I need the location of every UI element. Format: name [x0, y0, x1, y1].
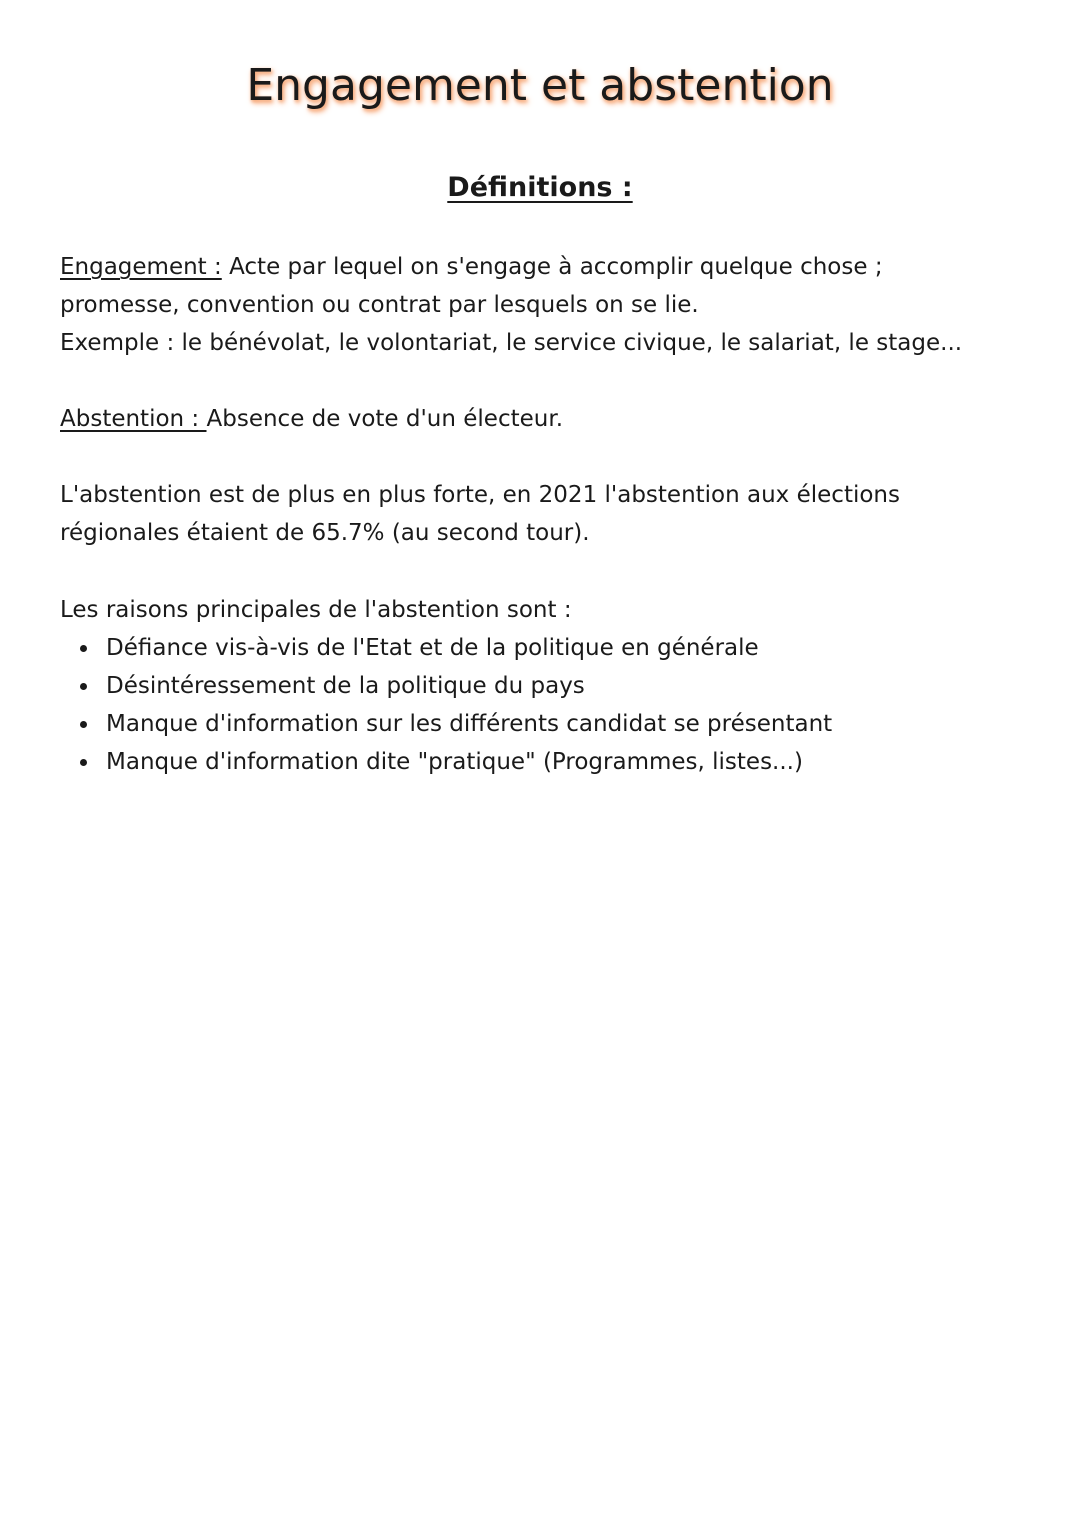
- engagement-term: Engagement :: [60, 254, 222, 280]
- list-item-text: Manque d'information sur les différents candidat se présentant: [106, 711, 833, 737]
- list-item-text: Défiance vis-à-vis de l'Etat et de la politique en générale: [106, 635, 759, 661]
- abstention-definition-text: Absence de vote d'un électeur.: [206, 406, 563, 432]
- abstention-paragraph-line2: régionales étaient de 65.7% (au second tour).: [60, 520, 590, 546]
- section-heading-text: Définitions :: [447, 172, 633, 203]
- list-item: [60, 629, 1040, 667]
- engagement-definition-text: Acte par lequel on s'engage à accomplir quelque chose ;: [221, 254, 883, 280]
- reasons-intro: Les raisons principales de l'abstention sont :: [60, 597, 572, 623]
- bullet-icon: [80, 759, 87, 766]
- abstention-paragraph-line1: L'abstention est de plus en plus forte, en 2021 l'abstention aux élections: [60, 482, 900, 508]
- page-title: Engagement et abstention: [246, 60, 834, 111]
- list-item: [60, 743, 1040, 781]
- abstention-definition: [60, 400, 1040, 438]
- list-item-text: Manque d'information dite "pratique" (Programmes, listes...): [106, 749, 803, 775]
- section-heading-definitions: [0, 168, 1080, 208]
- reasons-list: [60, 629, 1040, 781]
- list-item: [60, 705, 1040, 743]
- engagement-example: Exemple : le bénévolat, le volontariat, le service civique, le salariat, le stage...: [60, 330, 963, 356]
- list-item: [60, 667, 1040, 705]
- engagement-definition-line2: promesse, convention ou contrat par lesquels on se lie.: [60, 292, 699, 318]
- abstention-term: Abstention :: [60, 406, 207, 432]
- list-item-text: Désintéressement de la politique du pays: [106, 673, 585, 699]
- bullet-icon: [80, 721, 87, 728]
- engagement-definition-line1: [60, 248, 1040, 286]
- bullet-icon: [80, 645, 87, 652]
- bullet-icon: [80, 683, 87, 690]
